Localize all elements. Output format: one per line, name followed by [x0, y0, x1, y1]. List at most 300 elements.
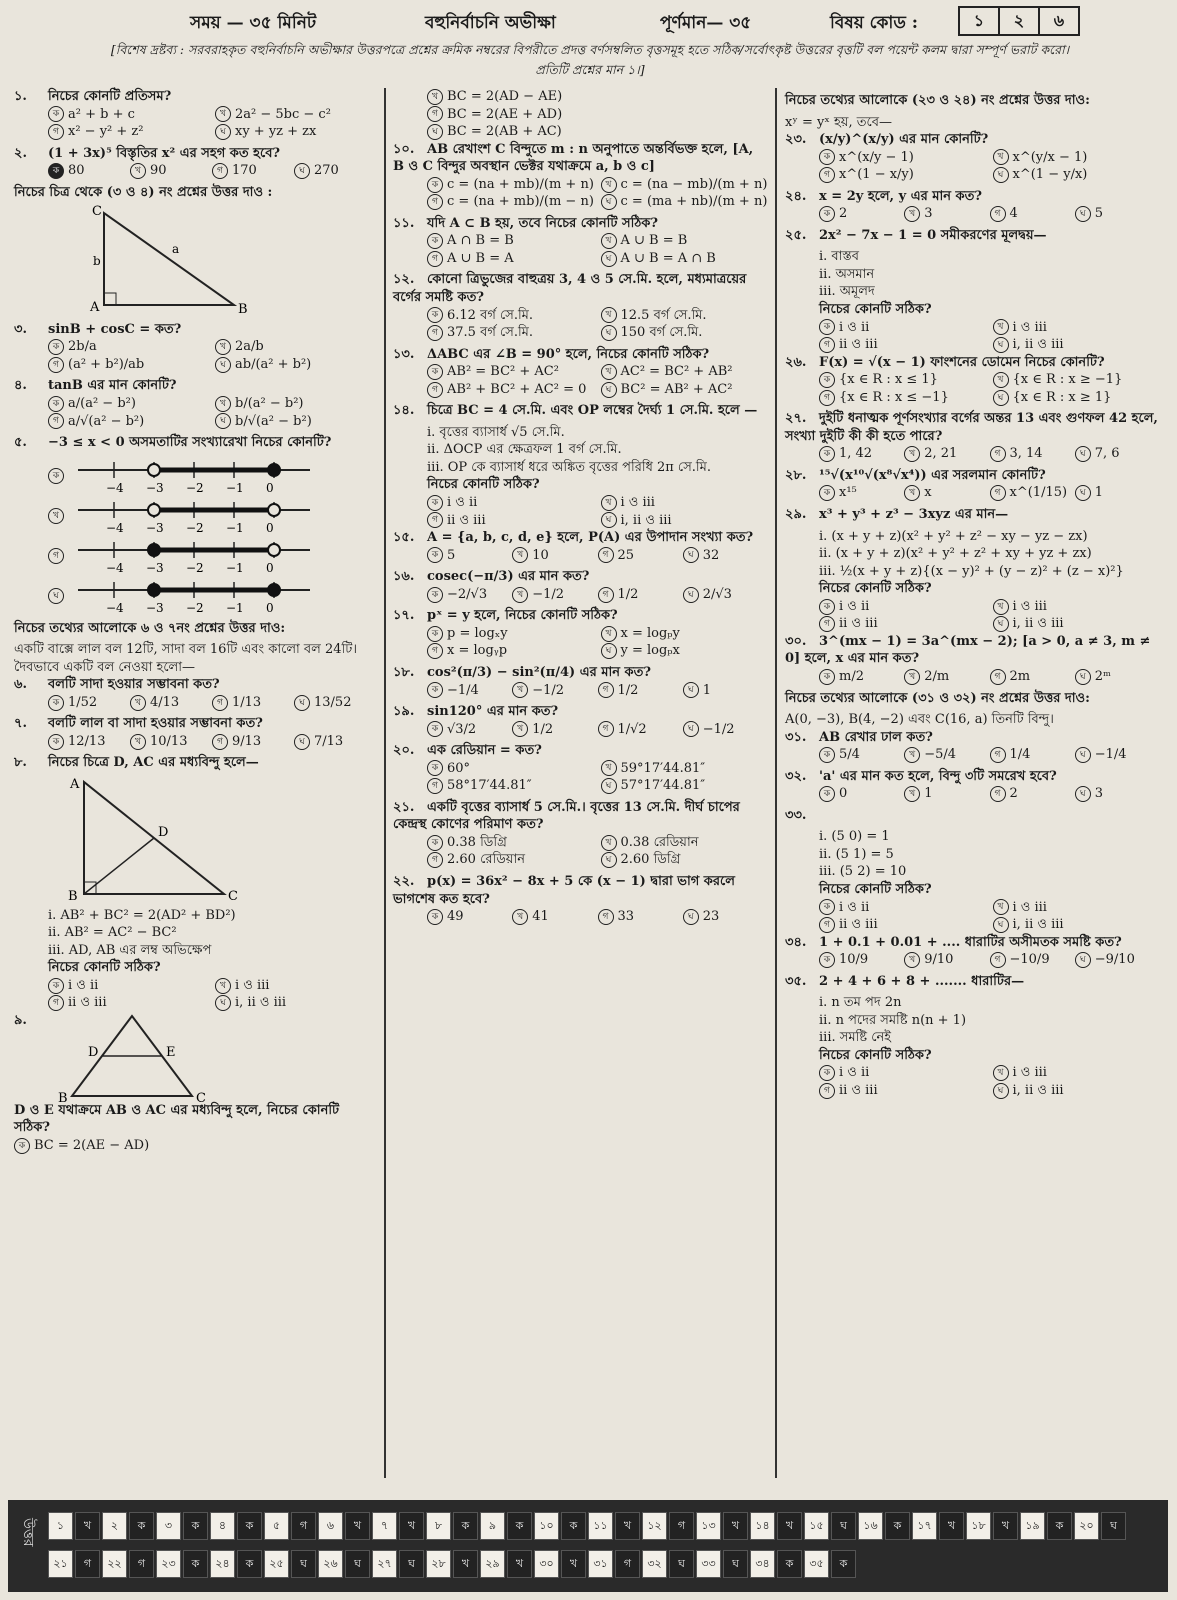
q-number: ১৩. — [393, 346, 415, 362]
option[interactable] — [683, 721, 768, 739]
option[interactable] — [48, 106, 209, 124]
option-text: i ও iii — [1012, 899, 1047, 915]
option[interactable] — [598, 908, 683, 926]
option-marker: খ — [993, 899, 1009, 915]
option[interactable] — [427, 494, 595, 512]
question-21 — [393, 799, 768, 869]
option-marker: খ — [904, 485, 920, 501]
option[interactable] — [598, 721, 683, 739]
option[interactable] — [393, 88, 768, 106]
question-30 — [785, 633, 1160, 686]
option-marker: খ — [993, 1065, 1009, 1081]
option[interactable] — [990, 668, 1075, 686]
q-number: ২১. — [393, 799, 415, 815]
answer-number: ৬ — [318, 1512, 343, 1540]
option-marker: ক — [427, 547, 443, 563]
options — [393, 547, 768, 565]
option[interactable] — [819, 336, 987, 354]
statement: i. (x + y + z)(x² + y² + z² − xy − yz − zx) — [819, 528, 1088, 544]
option[interactable] — [294, 694, 376, 712]
option[interactable] — [294, 162, 376, 180]
option[interactable] — [48, 977, 209, 995]
option[interactable] — [512, 586, 597, 604]
option[interactable] — [48, 338, 209, 356]
option[interactable] — [393, 123, 768, 141]
option[interactable] — [904, 668, 989, 686]
option[interactable] — [512, 908, 597, 926]
tick-label: −3 — [146, 600, 164, 615]
option[interactable] — [427, 250, 595, 268]
option[interactable] — [215, 338, 376, 356]
answer-letter: খ — [561, 1550, 586, 1578]
option[interactable] — [904, 951, 989, 969]
option[interactable] — [427, 381, 595, 399]
option[interactable] — [819, 899, 987, 917]
option[interactable] — [683, 547, 768, 565]
option[interactable] — [130, 733, 212, 751]
option[interactable] — [819, 484, 904, 502]
answer-number: ১ — [48, 1512, 73, 1540]
option[interactable] — [130, 162, 212, 180]
code-digit: ১ — [958, 6, 1000, 36]
option[interactable] — [819, 371, 987, 389]
svg-text:B: B — [58, 1090, 68, 1106]
answer-letter: ঘ — [345, 1550, 370, 1578]
option-text: i ও ii — [839, 598, 870, 614]
option-marker: ক — [48, 734, 64, 750]
answer-key-label: উত্তর — [20, 1518, 36, 1547]
option[interactable] — [215, 413, 376, 431]
option-marker: খ — [512, 909, 528, 925]
option[interactable] — [1075, 205, 1160, 223]
option-text: AB² + BC² + AC² = 0 — [447, 381, 587, 397]
options — [393, 834, 768, 869]
option-text: 7/13 — [314, 733, 344, 749]
tick-label: −2 — [186, 600, 204, 615]
options — [14, 733, 376, 751]
option[interactable] — [683, 586, 768, 604]
option-marker: ঘ — [215, 995, 231, 1011]
option[interactable] — [601, 625, 769, 643]
option[interactable] — [819, 668, 904, 686]
q35-statements — [785, 994, 1160, 1047]
option-text: 0.38 ডিগ্রি — [447, 834, 507, 850]
option-text: ii ও iii — [839, 1082, 878, 1098]
option[interactable] — [904, 746, 989, 764]
option[interactable] — [1075, 785, 1160, 803]
question-29 — [785, 506, 1160, 524]
option[interactable] — [993, 1064, 1161, 1082]
question-24 — [785, 188, 1160, 223]
answer-letter: খ — [399, 1512, 424, 1540]
option-text: 2.60 ডিগ্রি — [620, 852, 681, 868]
option[interactable] — [601, 381, 769, 399]
option[interactable] — [427, 721, 512, 739]
answer-letter: ক — [453, 1512, 478, 1540]
option[interactable] — [427, 760, 595, 778]
option[interactable] — [48, 123, 209, 141]
option-text: x = logᵧp — [447, 643, 508, 659]
option[interactable] — [819, 746, 904, 764]
option[interactable] — [1075, 484, 1160, 502]
option-marker: ক — [427, 233, 443, 249]
question-33 — [785, 807, 1160, 825]
option[interactable] — [819, 149, 987, 167]
q-stem: বলটি লাল বা সাদা হওয়ার সম্ভাবনা কত? — [48, 716, 263, 732]
option-marker: গ — [427, 512, 443, 528]
option-marker: ঘ — [993, 917, 1009, 933]
column-1 — [14, 88, 376, 1159]
option-text: −1/2 — [532, 682, 565, 698]
option[interactable] — [819, 916, 987, 934]
option[interactable] — [48, 733, 130, 751]
option[interactable] — [601, 176, 769, 194]
option[interactable] — [1075, 746, 1160, 764]
option[interactable] — [598, 586, 683, 604]
option[interactable] — [427, 908, 512, 926]
option[interactable] — [601, 512, 769, 530]
option[interactable] — [819, 598, 987, 616]
answer-letter: ক — [831, 1550, 856, 1578]
options — [785, 746, 1160, 764]
statement: i. বৃত্তের ব্যাসার্ধ √5 সে.মি. — [427, 424, 565, 440]
option[interactable] — [48, 162, 130, 180]
option[interactable] — [819, 166, 987, 184]
q-number: ৮. — [14, 755, 27, 771]
option-marker: ঘ — [993, 167, 1009, 183]
option-text: 49 — [447, 909, 464, 925]
number-line-option[interactable] — [14, 576, 376, 616]
q33-question: নিচের কোনটি সঠিক? — [819, 881, 932, 897]
q-stem: −3 ≤ x < 0 অসমতাটির সংখ্যারেখা নিচের কোনটি? — [48, 435, 332, 451]
option[interactable] — [993, 598, 1161, 616]
option[interactable] — [819, 785, 904, 803]
option[interactable] — [601, 494, 769, 512]
option[interactable] — [215, 106, 376, 124]
option-marker: গ — [48, 124, 64, 140]
option[interactable] — [990, 205, 1075, 223]
option[interactable] — [427, 547, 512, 565]
option[interactable] — [212, 733, 294, 751]
info-23-24: নিচের তথ্যের আলোকে (২৩ ও ২৪) নং প্রশ্নের উত্তর দাও: — [785, 93, 1090, 108]
number-line-option[interactable] — [14, 536, 376, 576]
option[interactable] — [427, 363, 595, 381]
question-27 — [785, 410, 1160, 463]
q-stem: tanB এর মান কোনটি? — [48, 378, 177, 394]
option-marker: ক — [427, 835, 443, 851]
option[interactable] — [819, 1082, 987, 1100]
option-text: 10/9 — [839, 952, 869, 968]
option[interactable] — [819, 1064, 987, 1082]
option[interactable] — [1075, 668, 1160, 686]
option[interactable] — [215, 356, 376, 374]
option[interactable] — [48, 694, 130, 712]
option-marker: গ — [427, 194, 443, 210]
answer-number: ৩২ — [642, 1550, 667, 1578]
option[interactable] — [819, 445, 904, 463]
option[interactable] — [993, 371, 1161, 389]
option-marker: গ — [819, 917, 835, 933]
options — [393, 494, 768, 529]
option-text: m/2 — [839, 668, 864, 684]
option[interactable] — [393, 106, 768, 124]
option[interactable] — [427, 682, 512, 700]
option-marker: ঘ — [1075, 485, 1091, 501]
q-stem: ΔABC এর ∠B = 90° হলে, নিচের কোনটি সঠিক? — [427, 346, 710, 362]
option[interactable] — [990, 445, 1075, 463]
option[interactable] — [427, 193, 595, 211]
svg-text:a: a — [172, 242, 180, 257]
svg-text:A: A — [90, 300, 100, 316]
option[interactable] — [427, 324, 595, 342]
question-9 — [14, 1012, 376, 1155]
option[interactable] — [993, 389, 1161, 407]
option[interactable] — [512, 682, 597, 700]
option-marker: খ — [904, 446, 920, 462]
answer-number: ২০ — [1074, 1512, 1099, 1540]
options — [393, 232, 768, 267]
option-text: b/√(a² − b²) — [235, 413, 312, 429]
option[interactable] — [601, 760, 769, 778]
options — [393, 625, 768, 660]
question-4 — [14, 377, 376, 430]
option-text: −10/9 — [1009, 952, 1050, 968]
option-marker: গ — [598, 909, 614, 925]
option[interactable] — [993, 166, 1161, 184]
option[interactable] — [427, 512, 595, 530]
answer-number: ৮ — [426, 1512, 451, 1540]
option-marker: খ — [215, 978, 231, 994]
option-marker: ঘ — [683, 682, 699, 698]
q-number: ১১. — [393, 215, 415, 231]
answer-number: ১৫ — [804, 1512, 829, 1540]
option[interactable] — [212, 694, 294, 712]
option-text: −9/10 — [1094, 952, 1135, 968]
statement: ii. অসমান — [819, 266, 875, 282]
option[interactable] — [512, 547, 597, 565]
question-8 — [14, 754, 376, 772]
q-number: ৩০. — [785, 633, 807, 649]
option[interactable] — [601, 642, 769, 660]
info-6-7: নিচের তথ্যের আলোকে ৬ ও ৭নং প্রশ্নের উত্তর দাও: — [14, 620, 286, 636]
option-text: 33 — [617, 909, 635, 925]
option[interactable] — [819, 615, 987, 633]
question-1 — [14, 88, 376, 141]
option[interactable] — [993, 899, 1161, 917]
question-18 — [393, 664, 768, 699]
q-number: ৯. — [14, 1012, 27, 1028]
option-marker: ক — [48, 978, 64, 994]
option[interactable] — [215, 395, 376, 413]
question-22 — [393, 873, 768, 926]
q-number: ১০. — [393, 141, 415, 157]
option-marker: ঘ — [427, 124, 443, 140]
option[interactable] — [427, 625, 595, 643]
option[interactable] — [601, 851, 769, 869]
q-stem: A = {a, b, c, d, e} হলে, P(A) এর উপাদান সংখ্যা কত? — [427, 530, 754, 546]
option[interactable] — [993, 336, 1161, 354]
option-text: a/(a² − b²) — [68, 396, 136, 412]
option[interactable] — [601, 232, 769, 250]
option[interactable] — [48, 356, 209, 374]
option-text: 3 — [1094, 786, 1104, 802]
option-text: i, ii ও iii — [1012, 1082, 1064, 1098]
question-12 — [393, 271, 768, 341]
question-14 — [393, 402, 768, 420]
option-text: 4/13 — [150, 694, 180, 710]
answer-number: ২৮ — [426, 1550, 451, 1578]
option-marker: ক — [819, 372, 835, 388]
answer-number: ৫ — [264, 1512, 289, 1540]
option-marker: ঘ — [993, 337, 1009, 353]
answer-letter: ক — [183, 1550, 208, 1578]
svg-text:C: C — [92, 204, 102, 220]
answer-letter: খ — [993, 1512, 1018, 1540]
answer-number: ৩১ — [588, 1550, 613, 1578]
q-stem: 3^(mx − 1) = 3a^(mx − 2); [a > 0, a ≠ 3, m ≠ 0] হলে, x এর মান কত? — [785, 633, 1151, 667]
option[interactable] — [601, 307, 769, 325]
tick-label: −1 — [226, 480, 244, 495]
option[interactable] — [598, 547, 683, 565]
option[interactable] — [512, 721, 597, 739]
answer-number: ১২ — [642, 1512, 667, 1540]
option[interactable] — [427, 851, 595, 869]
option-marker: ক — [427, 177, 443, 193]
options — [393, 682, 768, 700]
number-line-option[interactable] — [14, 496, 376, 536]
option-text: BC = 2(AE + AD) — [447, 106, 563, 122]
option-marker: খ — [904, 206, 920, 222]
option[interactable] — [215, 994, 376, 1012]
option[interactable] — [990, 484, 1075, 502]
answer-letter: গ — [129, 1550, 154, 1578]
option[interactable] — [427, 586, 512, 604]
answer-number: ৩৩ — [696, 1550, 721, 1578]
option[interactable] — [48, 994, 209, 1012]
option-text: BC² = AB² + AC² — [620, 381, 733, 397]
option[interactable] — [601, 250, 769, 268]
option[interactable] — [819, 205, 904, 223]
option[interactable] — [904, 445, 989, 463]
option-marker: ক — [819, 899, 835, 915]
option[interactable] — [215, 123, 376, 141]
option[interactable] — [427, 642, 595, 660]
q8-statements — [14, 907, 376, 960]
option[interactable] — [212, 162, 294, 180]
option-marker: গ — [819, 1083, 835, 1099]
option[interactable] — [819, 389, 987, 407]
option[interactable] — [904, 484, 989, 502]
option[interactable] — [601, 363, 769, 381]
option[interactable] — [427, 834, 595, 852]
option-text: 2 — [1009, 786, 1018, 802]
number-line-option[interactable] — [14, 456, 376, 496]
question-2 — [14, 145, 376, 180]
option[interactable] — [48, 413, 209, 431]
q8-question: নিচের কোনটি সঠিক? — [48, 960, 161, 976]
options — [393, 908, 768, 926]
svg-text:C: C — [228, 889, 238, 905]
option[interactable] — [601, 834, 769, 852]
option-marker: ঘ — [601, 512, 617, 528]
answer-number: ২৭ — [372, 1550, 397, 1578]
option[interactable] — [993, 319, 1161, 337]
option[interactable] — [993, 615, 1161, 633]
option-text: a/√(a² − b²) — [68, 413, 145, 429]
option-marker: ক — [427, 682, 443, 698]
option[interactable] — [819, 951, 904, 969]
option[interactable] — [993, 1082, 1161, 1100]
answer-letter: ঘ — [1101, 1512, 1126, 1540]
option-text: i ও ii — [839, 899, 870, 915]
answer-number: ৪ — [210, 1512, 235, 1540]
option[interactable] — [683, 908, 768, 926]
q-stem: F(x) = √(x − 1) ফাংশনের ডোমেন নিচের কোনটি? — [819, 354, 1105, 370]
option[interactable] — [427, 176, 595, 194]
q-number: ১৭. — [393, 608, 415, 624]
option-marker: ক — [48, 339, 64, 355]
option[interactable] — [819, 319, 987, 337]
option[interactable] — [427, 777, 595, 795]
statement: ii. (x + y + z)(x² + y² + z² + xy + yz + zx) — [819, 546, 1092, 562]
option[interactable] — [993, 916, 1161, 934]
option[interactable] — [601, 777, 769, 795]
option[interactable] — [598, 682, 683, 700]
option-text: ii ও iii — [839, 616, 878, 632]
option[interactable] — [215, 977, 376, 995]
option[interactable] — [1075, 951, 1160, 969]
option-marker: ঘ — [215, 413, 231, 429]
option-marker: ঘ — [993, 1083, 1009, 1099]
option[interactable] — [683, 682, 768, 700]
option[interactable] — [1075, 445, 1160, 463]
option[interactable] — [904, 785, 989, 803]
question-15 — [393, 529, 768, 564]
answer-row-1 — [48, 1512, 1126, 1540]
option[interactable] — [294, 733, 376, 751]
option[interactable] — [904, 205, 989, 223]
option-marker: গ — [819, 616, 835, 632]
option[interactable] — [990, 746, 1075, 764]
option[interactable] — [48, 395, 209, 413]
option[interactable] — [427, 307, 595, 325]
option[interactable] — [990, 785, 1075, 803]
statement: iii. ½(x + y + z){(x − y)² + (y − z)² + (z − x)²} — [819, 563, 1124, 579]
option[interactable] — [427, 232, 595, 250]
option[interactable] — [130, 694, 212, 712]
option-text: −2/√3 — [447, 586, 488, 602]
option[interactable] — [601, 193, 769, 211]
option-marker: ক — [427, 626, 443, 642]
triangle-de-figure — [52, 1012, 212, 1106]
option[interactable] — [14, 1137, 376, 1155]
q-stem: এক রেডিয়ান = কত? — [427, 743, 542, 759]
option-marker: ক — [819, 669, 835, 685]
statement: iii. সমষ্টি নেই — [819, 1030, 891, 1046]
column-2 — [393, 88, 768, 930]
q-stem: একটি বৃত্তের ব্যাসার্ধ 5 সে.মি.। বৃত্তের 13 সে.মি. দীর্ঘ চাপের কেন্দ্রস্থ কোণের পরিমাণ কত? — [393, 799, 740, 833]
option-marker: গ — [990, 485, 1006, 501]
option-text: i ও iii — [620, 495, 655, 511]
option-text: −1/2 — [532, 586, 565, 602]
option[interactable] — [601, 324, 769, 342]
option-text: x^(x/y − 1) — [839, 149, 914, 165]
option[interactable] — [993, 149, 1161, 167]
q-stem: নিচের চিত্রে D, AC এর মধ্যবিন্দু হলে— — [48, 755, 259, 771]
option[interactable] — [990, 951, 1075, 969]
q-number: ৩২. — [785, 768, 807, 784]
option-marker: খ — [512, 587, 528, 603]
